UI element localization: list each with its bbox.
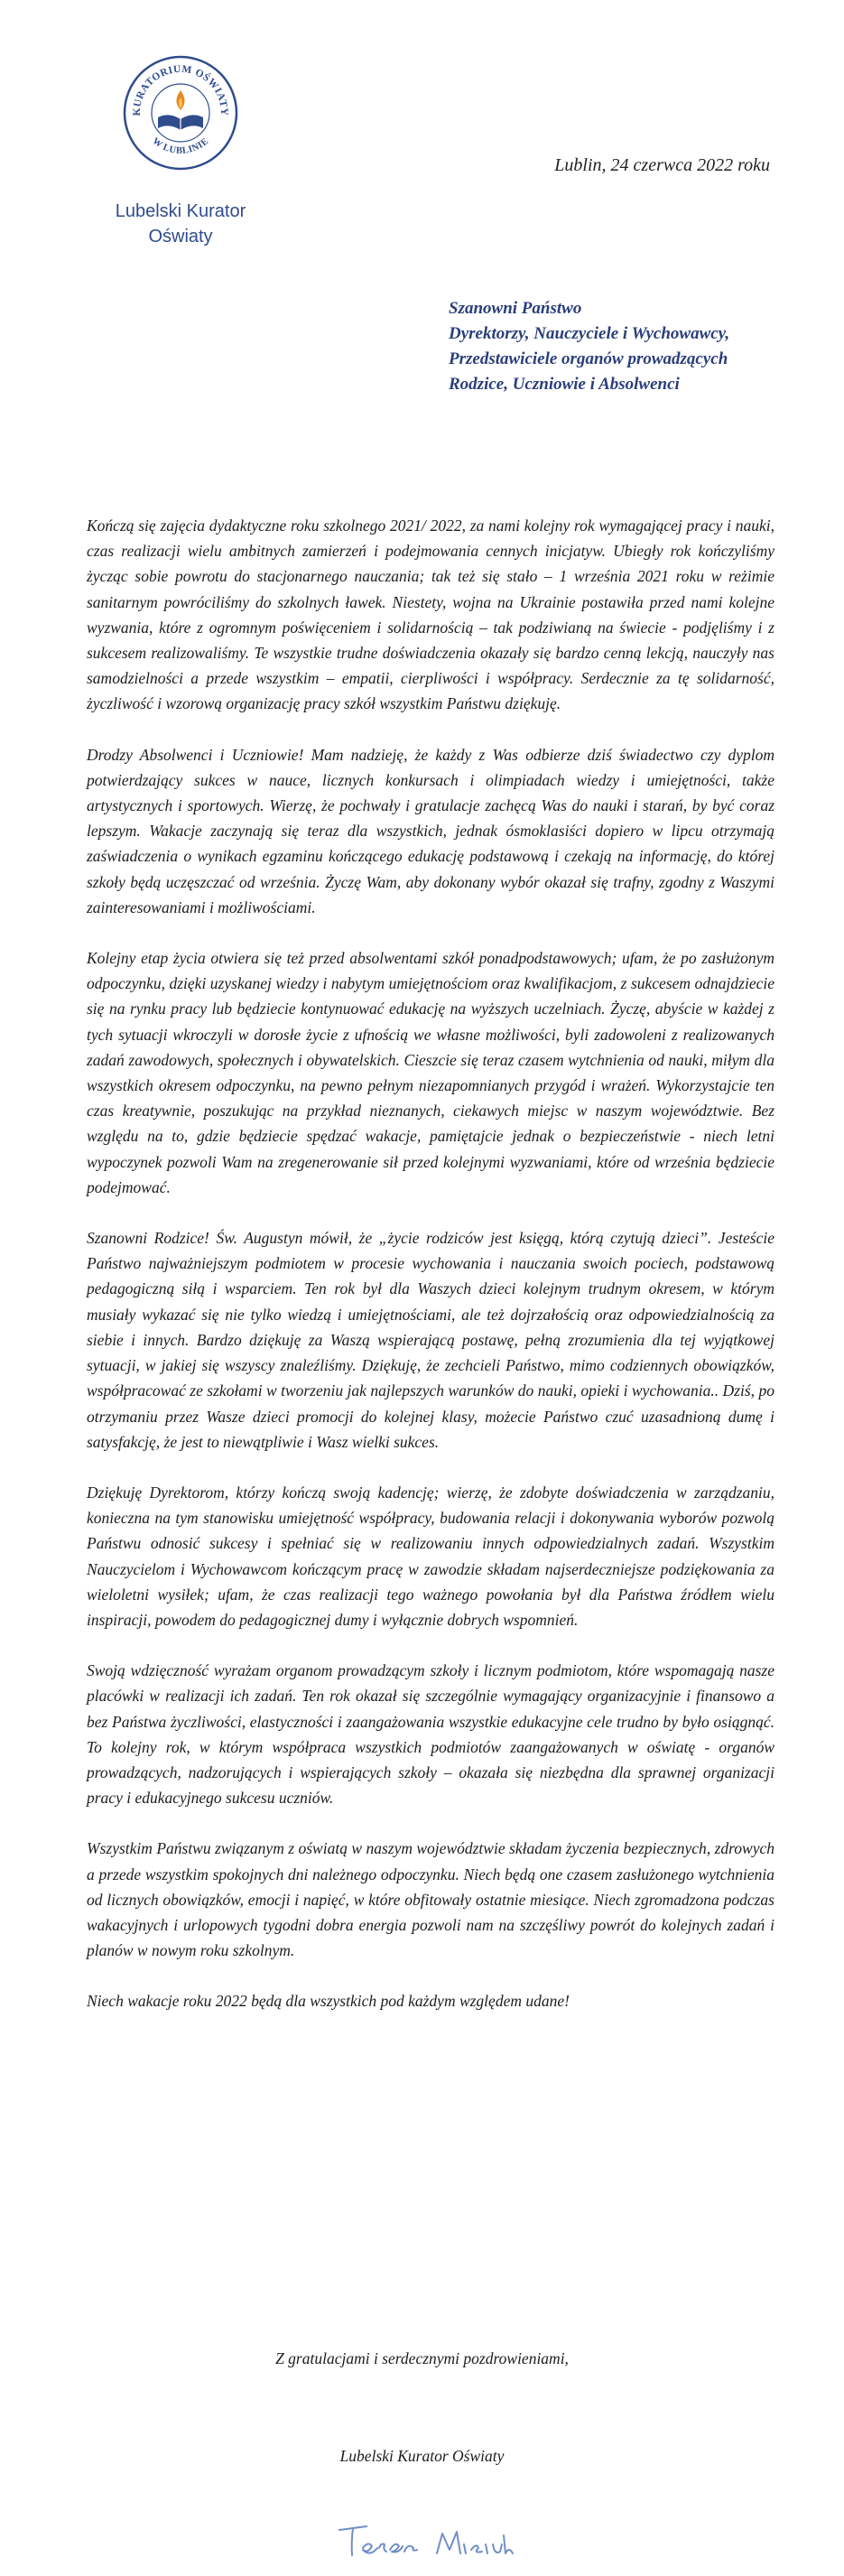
addressee-line: Dyrektorzy, Nauczyciele i Wychowawcy,	[449, 324, 730, 343]
body-paragraph: Niech wakacje roku 2022 będą dla wszystkich pod każdym względem udane!	[87, 1992, 570, 2011]
body-paragraph: Kolejny etap życia otwiera się też przed absolwentami szkół ponadpodstawowych; ufam, że po zasłużonym odpoczynku, dzięki uzyskanej wiedzy i nabytym umiejętnościom oraz kwalifikacjom, z sukcesem odnajdziecie się na rynku pracy lub będziecie kontynuować edukację na wyższych uczelniach. Życzę, abyście w każdej z tych sytuacji wkroczyli w dorosłe życie z ufnością we własne możliwości, byli zadowoleni z realizowanych zadań zawodowych, społecznych i obywatelskich. Cieszcie się teraz czasem wytchnienia od nauki, miłym dla wszystkich okresem odpoczynku, na pewno pełnym niezapomnianych przygód i wrażeń. Wykorzystajcie ten czas kreatywnie, poszukując na przykład nieznanych, ciekawych miejsc w naszym województwie. Bez względu na to, gdzie będziecie spędzać wakacje, pamiętajcie jednak o bezpieczeństwie - niech letni wypoczynek pozwoli Wam na zregenerowanie sił przed kolejnymi wyzwaniami, które od września będziecie podejmować.	[87, 949, 774, 1196]
svg-text:KURATORIUM OŚWIATY: KURATORIUM OŚWIATY	[131, 63, 230, 116]
body-paragraph: Dziękuję Dyrektorom, którzy kończą swoją kadencję; wierzę, że zdobyte doświadczenia w zarządzaniu, konieczna na tym stanowisku umiejętność współpracy, budowania relacji i dokonywania wyborów pozwolą Państwu odnosić sukcesy i spełniać się w realizowaniu innych odpowiedzialnych zadań. Wszystkim Nauczycielom i Wychowawcom kończącym pracę w zawodzie składam najserdeczniejsze podziękowania za wieloletni wysiłek; ufam, że czas realizacji tego ważnego powołania był dla Państwa źródłem wielu inspiracji, powodem do pedagogicznej dumy i wyłącznie dobrych wspomnień.	[87, 1483, 774, 1629]
addressee-block	[449, 296, 828, 397]
letterhead-logo	[90, 54, 271, 249]
body-paragraph: Drodzy Absolwenci i Uczniowie! Mam nadzieję, że każdy z Was odbierze dziś świadectwo czy dyplom potwierdzający sukces w nauce, licznych konkursach i olimpiadach wiedzy i umiejętności, także artystycznych i sportowych. Wierzę, że pochwały i gratulacje zachęcą Was do nauki i starań, by być coraz lepszym. Wakacje zaczynają się teraz dla wszystkich, jednak ósmoklasiści dopiero w lipcu otrzymają zaświadczenia o wynikach egzaminu kończącego edukację podstawową i czekają na informację, do której szkoły będą uczęszczać od września. Życzę Wam, aby dokonany wybór okazał się trafny, zgodny z Waszymi zainteresowaniami i możliwościami.	[87, 745, 774, 916]
body-paragraph: Kończą się zajęcia dydaktyczne roku szkolnego 2021/ 2022, za nami kolejny rok wymagającej pracy i nauki, czas realizacji wielu ambitnych zamierzeń i podejmowania cennych inicjatyw. Ubiegły rok kończyliśmy życząc sobie powrotu do stacjonarnego nauczania; tak też się stało – 1 września 2021 roku w reżimie sanitarnym powróciliśmy do szkolnych ławek. Niestety, wojna na Ukrainie postawiła przed nami kolejne wyzwania, które z ogromnym poświęceniem i solidarnością – tak podziwianą na świecie - podjęliśmy i z sukcesem realizowaliśmy. Te wszystkie trudne doświadczenia okazały się bardzo cenną lekcją, nauczyły nas samodzielności a przede wszystkim – empatii, cierpliwości i współpracy. Serdecznie za tę solidarność, życzliwość i wzorową organizację pracy szkół wszystkim Państwu dziękuję.	[87, 516, 774, 713]
letter-date: Lublin, 24 czerwca 2022 roku	[554, 155, 770, 175]
office-name-line1: Lubelski Kurator	[115, 201, 246, 221]
addressee-line: Rodzice, Uczniowie i Absolwenci	[449, 375, 680, 394]
addressee-line: Szanowni Państwo	[449, 299, 582, 318]
signatory-title: Lubelski Kurator Oświaty	[339, 2447, 505, 2465]
body-paragraph: Szanowni Rodzice! Św. Augustyn mówił, że „życie rodziców jest księgą, którą czytują dzieci”. Jesteście Państwo najważniejszym podmiotem w procesie wychowania i nauczania swoich pociech, podstawową pedagogiczną siłą i wsparciem. Ten rok był dla Waszych dzieci kolejnym trudnym okresem, w którym musiały wykazać się nie tylko wiedzą i umiejętnościami, ale też dojrzałością oraz odpowiedzialnością za siebie i innych. Bardzo dziękuję za Waszą wspierającą postawę, pełną zrozumienia dla tej wyjątkowej sytuacji, w jakiej się wszyscy znaleźliśmy. Dziękuję, że zechcieli Państwo, mimo codziennych obowiązków, współpracować ze szkołami w tworzeniu jak najlepszych warunków do nauki, opieki i wychowania.. Dziś, po otrzymaniu przez Wasze dzieci promocji do kolejnej klasy, możecie Państwo czuć uzasadnioną dumę i satysfakcję, że jest to niewątpliwie i Wasz wielki sukces.	[87, 1229, 774, 1451]
addressee-line: Przedstawiciele organów prowadzących	[449, 349, 728, 368]
body-paragraph: Swoją wdzięczność wyrażam organom prowadzącym szkoły i licznym podmiotom, które wspomagają nasze placówki w realizacji ich zadań. Ten rok okazał się szczególnie wymagający organizacyjnie i finansowo a bez Państwa życzliwości, elastyczności i zaangażowania wszystkie edukacyjne cele trudno by było osiągnąć. To kolejny rok, w którym współpraca wszystkich podmiotów zaangażowanych w oświatę - organów prowadzących, nadzorujących i wspierających szkoły – okazała się niezbędna dla sprawnej organizacji pracy i edukacyjnego sukcesu uczniów.	[87, 1661, 774, 1808]
office-name-line2: Oświaty	[148, 227, 213, 246]
letter-body	[87, 513, 774, 2040]
handwritten-signature	[336, 2517, 516, 2567]
kuratorium-seal-icon	[122, 54, 239, 172]
svg-text:W LUBLINIE: W LUBLINIE	[150, 135, 211, 156]
body-paragraph: Wszystkim Państwu związanym z oświatą w naszym województwie składam życzenia bezpiecznych, zdrowych a przede wszystkim spokojnych dni należnego odpoczynku. Niech będą one czasem zasłużonego wytchnienia od licznych obowiązków, emocji i napięć, w które obfitowały ostatnie miesiące. Niech zgromadzona podczas wakacyjnych i urlopowych tygodni dobra energia pozwoli nam na szczęśliwy powrót do kolejnych zadań i planów w nowym roku szkolnym.	[87, 1839, 774, 1960]
closing-greeting: Z gratulacjami i serdecznymi pozdrowieniami,	[275, 2349, 569, 2367]
